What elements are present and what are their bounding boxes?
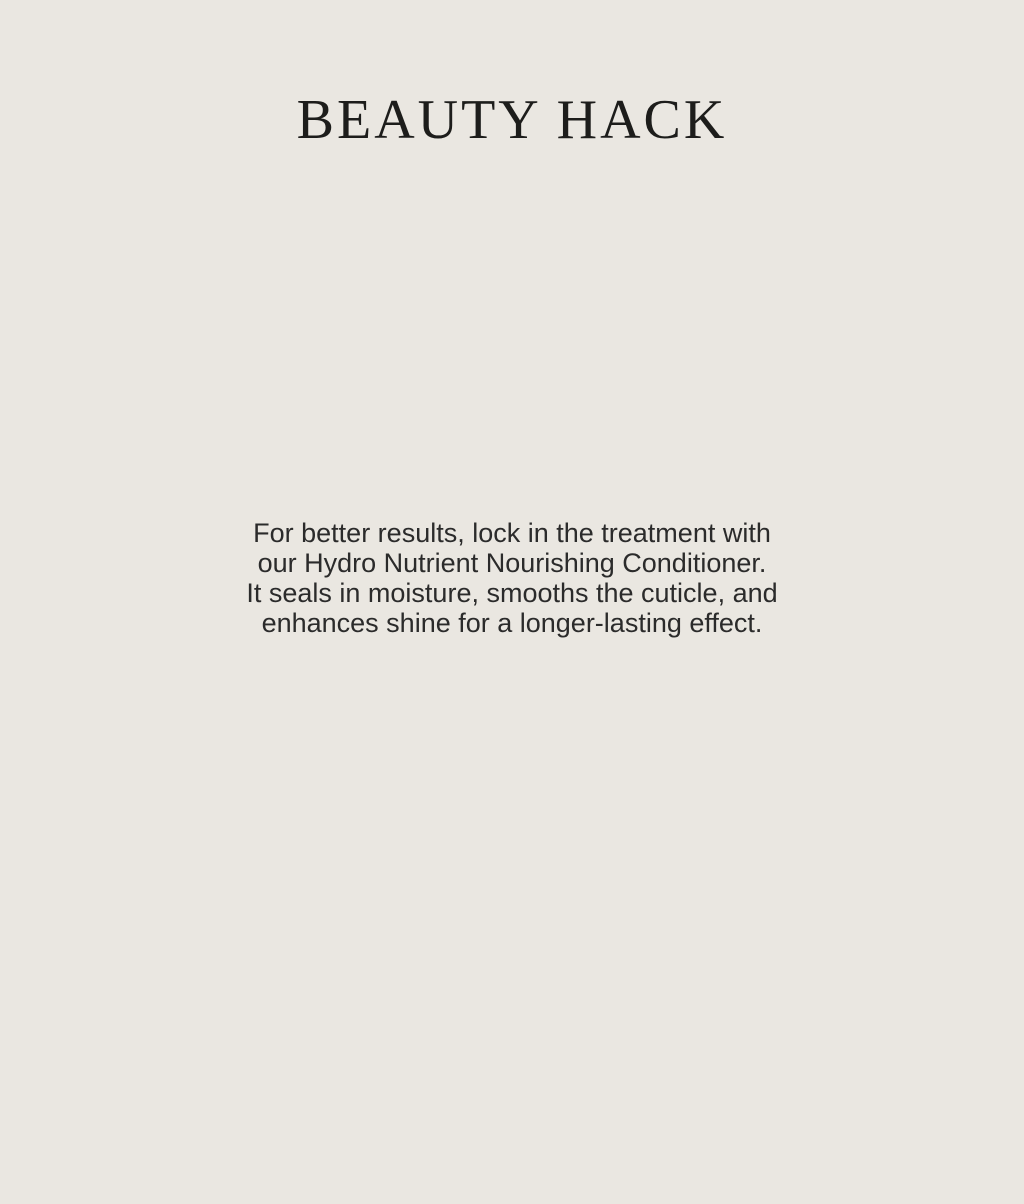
- body-line: enhances shine for a longer-lasting effect.: [261, 608, 763, 638]
- body-line: It seals in moisture, smooths the cuticle, and: [246, 578, 778, 608]
- body-line: our Hydro Nutrient Nourishing Conditioner.: [257, 548, 767, 578]
- body-line: For better results, lock in the treatment with: [253, 518, 771, 548]
- page-title: BEAUTY HACK: [296, 88, 728, 151]
- body-paragraph: [162, 518, 862, 638]
